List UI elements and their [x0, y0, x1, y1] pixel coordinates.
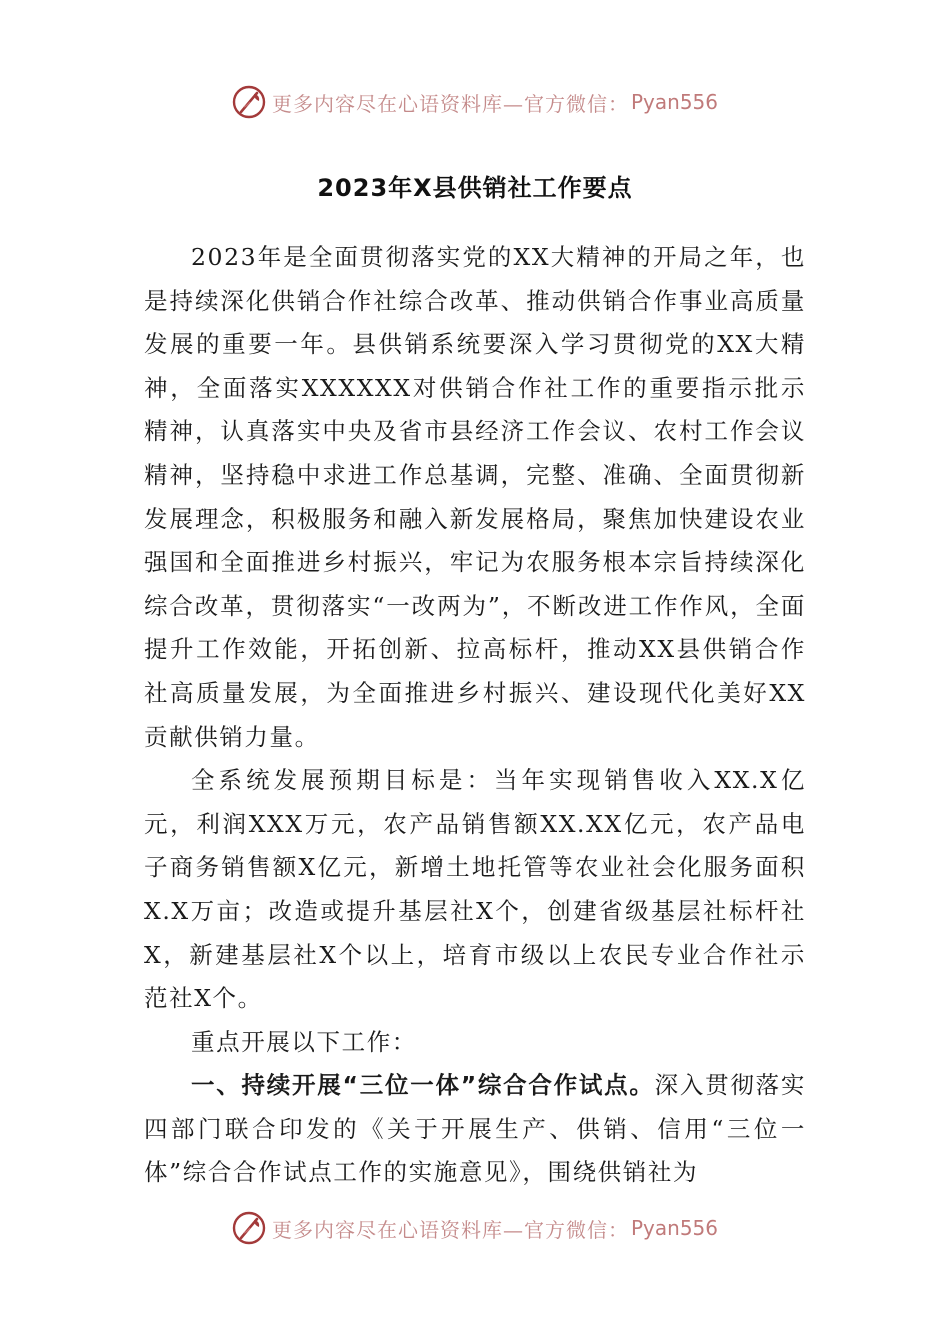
- watermark-id: Pyan556: [630, 90, 718, 114]
- watermark-id: Pyan556: [630, 1216, 718, 1240]
- paragraph-intro: 2023年是全面贯彻落实党的XX大精神的开局之年，也是持续深化供销合作社综合改革、推动供销合作事业高质量发展的重要一年。县供销系统要深入学习贯彻党的XX大精神，全面落实XXXXXX对供销合作社工作的重要指示批示精神，认真落实中央及省市县经济工作会议、农村工作会议精神，坚持稳中求进工作总基调，完整、准确、全面贯彻新发展理念，积极服务和融入新发展格局，聚焦加快建设农业强国和全面推进乡村振兴，牢记为农服务根本宗旨持续深化综合改革，贯彻落实“一改两为”，不断改进工作作风，全面提升工作效能，开拓创新、拉高标杆，推动XX县供销合作社高质量发展，为全面推进乡村振兴、建设现代化美好XX贡献供销力量。: [144, 243, 806, 751]
- section-1: [144, 1064, 806, 1195]
- watermark-bottom: [0, 1208, 950, 1248]
- watermark-text: 更多内容尽在心语资料库—官方微信：: [271, 1217, 629, 1242]
- paragraph-work-lead: 重点开展以下工作：: [191, 1027, 417, 1056]
- quill-logo-icon: [232, 85, 266, 119]
- quill-logo-icon: [232, 1211, 266, 1245]
- paragraph-targets: 全系统发展预期目标是：当年实现销售收入XX.X亿元，利润XXX万元，农产品销售额XX.XX亿元，农产品电子商务销售额X亿元，新增土地托管等农业社会化服务面积X.X万亩；改造或提升基层社X个，创建省级基层社标杆社X，新建基层社X个以上，培育市级以上农民专业合作社示范社X个。: [144, 766, 806, 1013]
- watermark-top: [0, 82, 950, 122]
- document-title: 2023年X县供销社工作要点: [317, 174, 633, 202]
- section-1-body: 深入贯彻落实四部门联合印发的《关于开展生产、供销、信用“三位一体”综合合作试点工作的实施意见》，围绕供销社为: [144, 1071, 806, 1187]
- watermark-text: 更多内容尽在心语资料库—官方微信：: [271, 91, 629, 116]
- section-1-heading: 一、持续开展“三位一体”综合合作试点。: [191, 1071, 655, 1100]
- document-body: [144, 236, 806, 1195]
